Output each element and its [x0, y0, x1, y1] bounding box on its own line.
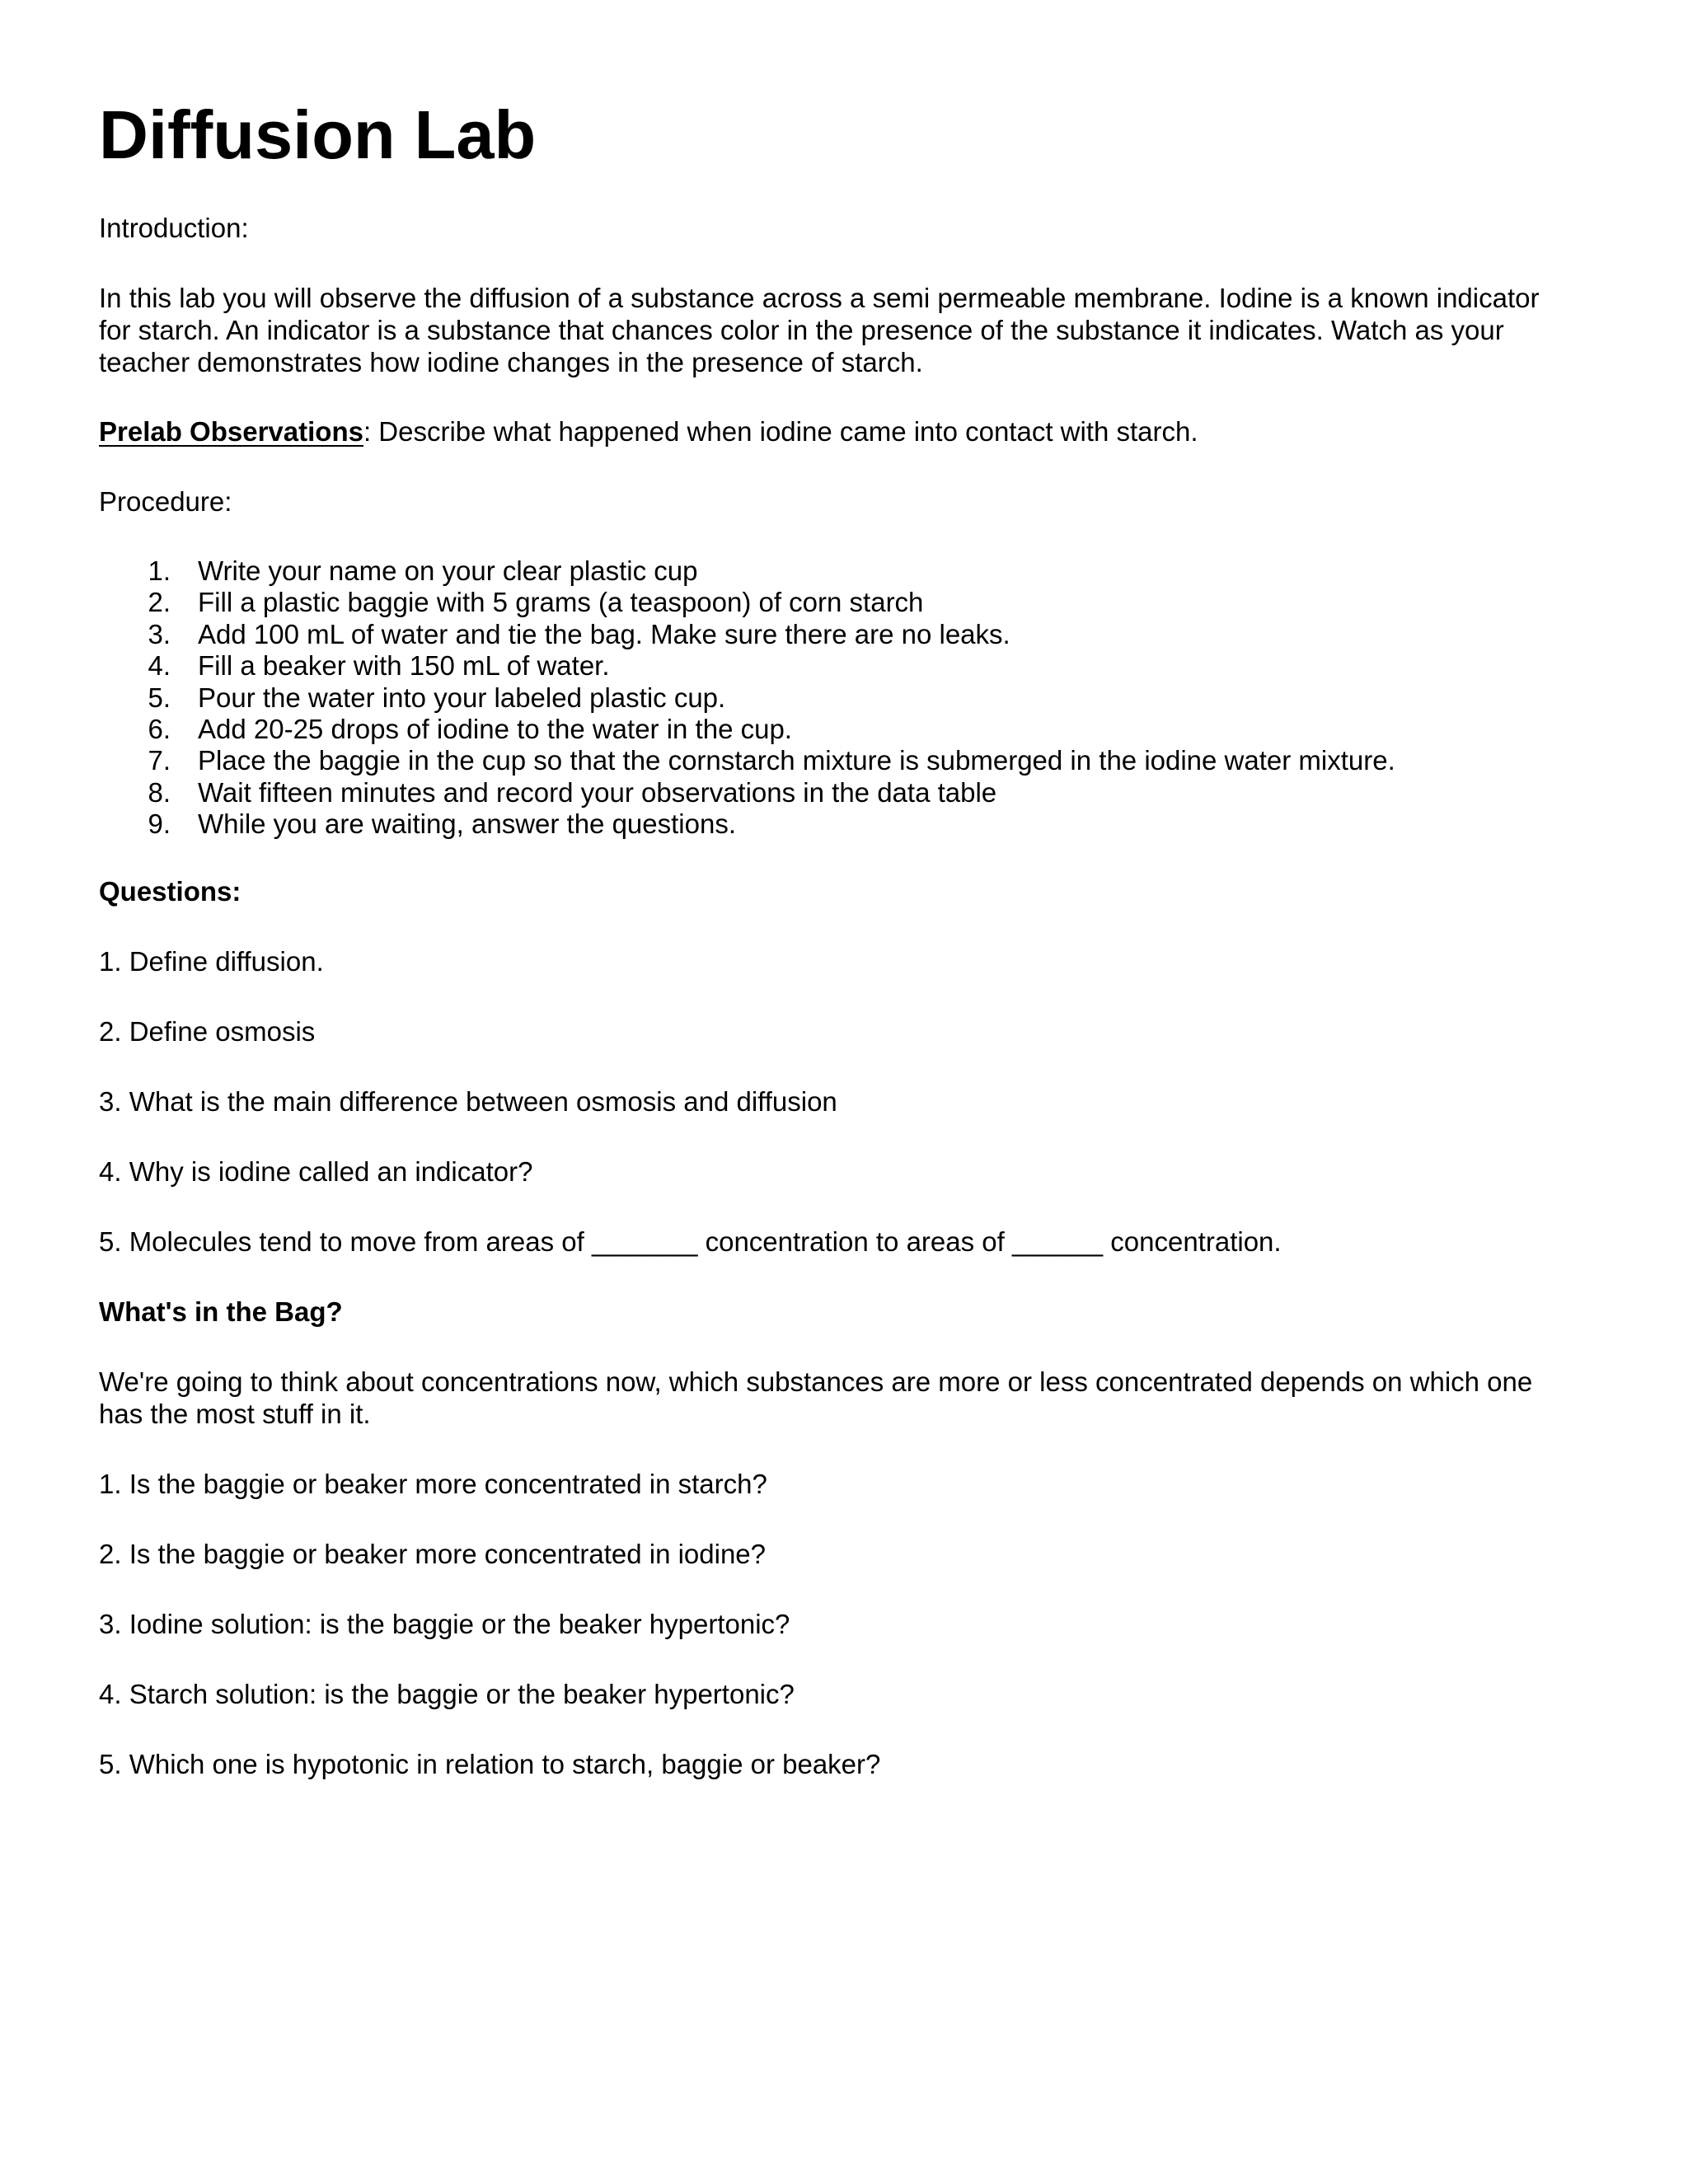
bag-question-item: 3. Iodine solution: is the baggie or the beaker hypertonic? [99, 1609, 790, 1639]
step-number: 7. [148, 745, 171, 776]
bag-heading: What's in the Bag? [99, 1296, 343, 1327]
step-text: Add 20-25 drops of iodine to the water in the cup. [198, 713, 792, 744]
step-text: Write your name on your clear plastic cup [198, 555, 698, 586]
bag-question-item: 4. Starch solution: is the baggie or the beaker hypertonic? [99, 1679, 795, 1709]
step-number: 6. [148, 713, 171, 744]
step-number: 4. [148, 650, 171, 682]
introduction-heading: Introduction: [99, 213, 249, 243]
page-title: Diffusion Lab [99, 96, 537, 173]
prelab-text: : Describe what happened when iodine came into contact with starch. [363, 416, 1198, 447]
step-text: Place the baggie in the cup so that the cornstarch mixture is submerged in the iodine water mixture. [198, 745, 1395, 776]
step-number: 2. [148, 587, 171, 618]
introduction-line: for starch. An indicator is a substance that chances color in the presence of the substance it indicates. Watch as your [99, 315, 1504, 345]
bag-intro-line: We're going to think about concentrations now, which substances are more or less concentrated depends on which one [99, 1366, 1533, 1397]
step-text: Pour the water into your labeled plastic cup. [198, 682, 726, 713]
question-item: 1. Define diffusion. [99, 946, 324, 977]
bag-question-item: 5. Which one is hypotonic in relation to starch, baggie or beaker? [99, 1749, 881, 1779]
bag-question-item: 1. Is the baggie or beaker more concentrated in starch? [99, 1469, 767, 1499]
questions-heading: Questions: [99, 876, 241, 907]
bag-question-item: 2. Is the baggie or beaker more concentrated in iodine? [99, 1539, 767, 1569]
step-number: 9. [148, 808, 171, 840]
question-item: 2. Define osmosis [99, 1016, 316, 1047]
introduction-line: teacher demonstrates how iodine changes in the presence of starch. [99, 347, 923, 377]
question-item: 4. Why is iodine called an indicator? [99, 1156, 533, 1187]
step-number: 3. [148, 618, 171, 649]
step-text: Fill a plastic baggie with 5 grams (a teaspoon) of corn starch [198, 587, 924, 618]
bag-intro-line: has the most stuff in it. [99, 1399, 371, 1429]
prelab-observations [99, 415, 1198, 448]
step-text: Fill a beaker with 150 mL of water. [198, 650, 610, 682]
step-number: 8. [148, 776, 171, 808]
introduction-line: In this lab you will observe the diffusion of a substance across a semi permeable membrane. Iodine is a known indicator [99, 283, 1540, 313]
step-text: While you are waiting, answer the questions. [198, 808, 737, 840]
step-number: 5. [148, 682, 171, 713]
prelab-label: Prelab Observations [99, 416, 363, 447]
step-number: 1. [148, 555, 171, 586]
question-item: 3. What is the main difference between osmosis and diffusion [99, 1086, 837, 1117]
procedure-heading: Procedure: [99, 486, 232, 517]
step-text: Add 100 mL of water and tie the bag. Make sure there are no leaks. [198, 618, 1010, 649]
question-item: 5. Molecules tend to move from areas of _______ concentration to areas of ______ concentration. [99, 1226, 1282, 1257]
step-text: Wait fifteen minutes and record your observations in the data table [198, 776, 997, 808]
